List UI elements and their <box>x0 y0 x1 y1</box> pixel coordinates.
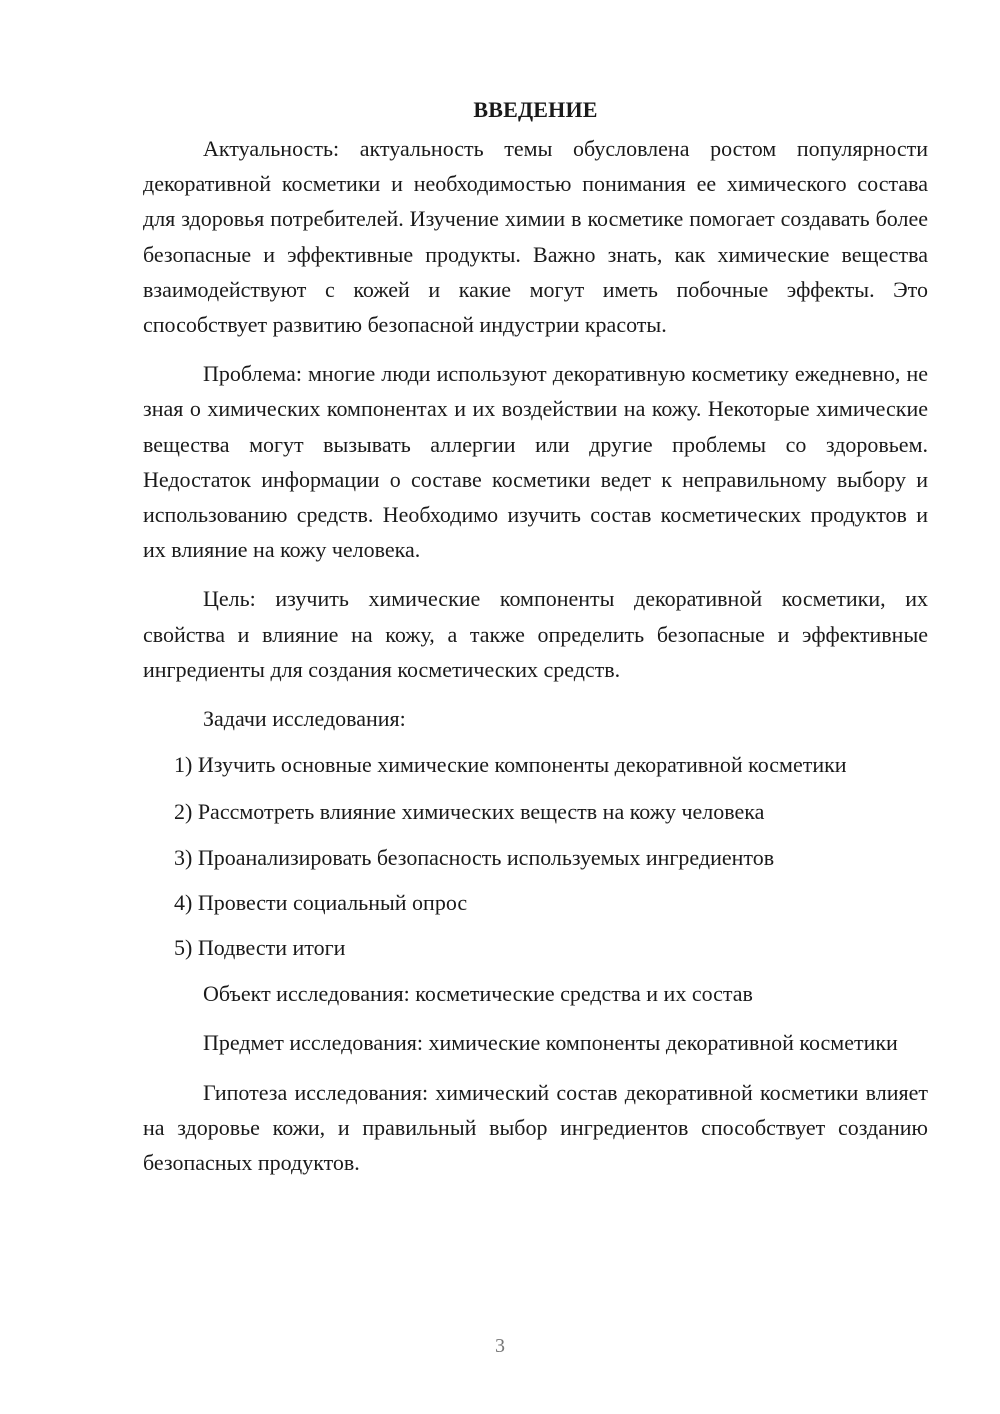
task-item: 5) Подвести итоги <box>174 935 346 961</box>
tasks-heading: Задачи исследования: <box>203 706 406 732</box>
task-item: 2) Рассмотреть влияние химических веществ на кожу человека <box>174 799 765 825</box>
research-subject-paragraph: Предмет исследования: химические компоненты декоративной косметики <box>203 1030 898 1056</box>
goal-paragraph: Цель: изучить химические компоненты декоративной косметики, их свойства и влияние на кожу, а также определить безопасные и эффективные ингредиенты для создания косметических средств. <box>143 586 928 682</box>
task-item: 1) Изучить основные химические компоненты декоративной косметики <box>174 752 847 778</box>
hypothesis-paragraph: Гипотеза исследования: химический состав декоративной косметики влияет на здоровье кожи, и правильный выбор ингредиентов способствует созданию безопасных продуктов. <box>143 1079 928 1176</box>
task-item: 4) Провести социальный опрос <box>174 889 468 915</box>
research-object-paragraph: Объект исследования: косметические средства и их состав <box>203 981 753 1007</box>
problem-paragraph: Проблема: многие люди используют декоративную косметику ежедневно, не зная о химических компонентах и их воздействии на кожу. Некоторые химические вещества могут вызывать аллергии или другие проблемы со здоровьем. Недостаток информации о составе косметики ведет к неправильному выбору и использованию средств. Необходимо изучить состав косметических продуктов и их влияние на кожу человека. <box>143 361 928 563</box>
document-body <box>143 92 928 1194</box>
task-item: 3) Проанализировать безопасность используемых ингредиентов <box>174 844 775 870</box>
page-number: 3 <box>495 1335 505 1357</box>
relevance-paragraph: Актуальность: актуальность темы обусловлена ростом популярности декоративной косметики и необходимостью понимания ее химического состава для здоровья потребителей. Изучение химии в косметике помогает создавать более безопасные и эффективные продукты. Важно знать, как химические вещества взаимодействуют с кожей и какие могут иметь побочные эффекты. Это способствует развитию безопасной индустрии красоты. <box>143 136 928 338</box>
page-title: ВВЕДЕНИЕ <box>473 97 598 122</box>
tasks-list <box>143 747 928 965</box>
